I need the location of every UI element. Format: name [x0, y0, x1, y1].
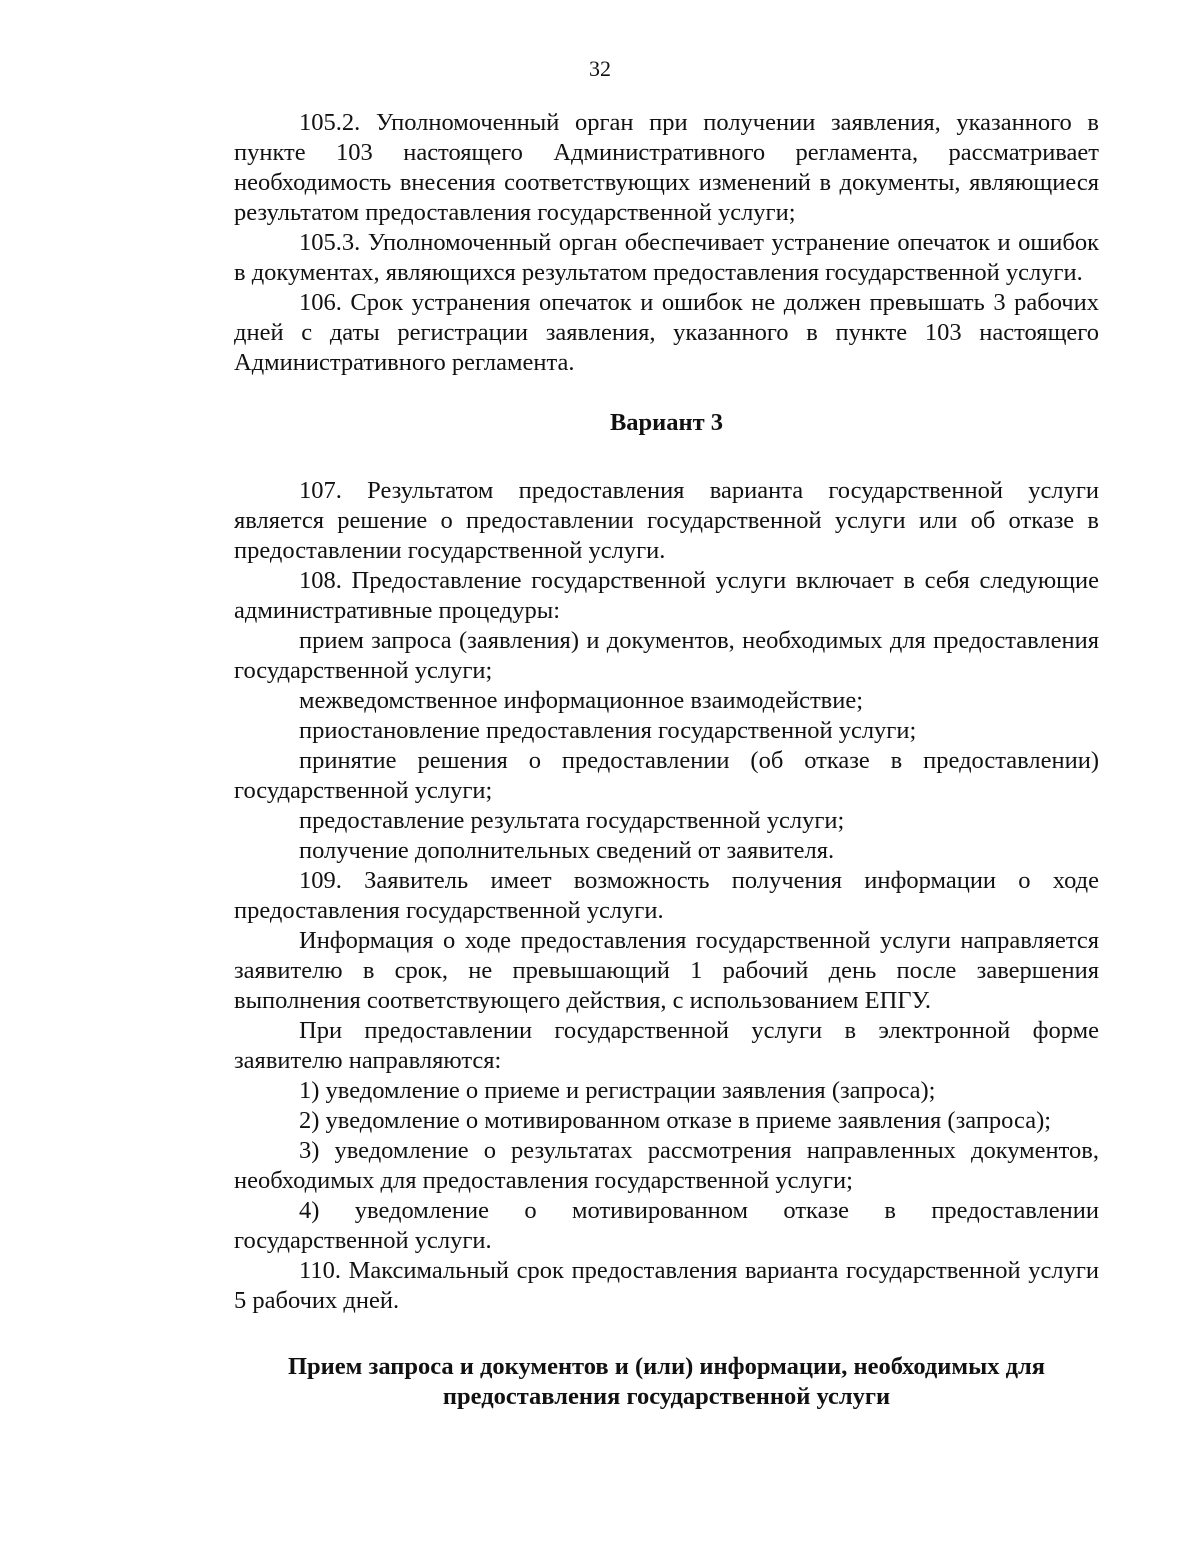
procedure-item: предоставление результата государственной услуги; — [299, 807, 845, 834]
procedure-item: принятие решения о предоставлении (об отказе в предоставлении) государственной услуги; — [234, 747, 1099, 804]
procedure-item: прием запроса (заявления) и документов, необходимых для предоставления государственной услуги; — [234, 627, 1099, 684]
notification-item: 2) уведомление о мотивированном отказе в приеме заявления (запроса); — [299, 1107, 1052, 1134]
procedure-item: межведомственное информационное взаимодействие; — [299, 687, 864, 714]
procedure-item: получение дополнительных сведений от заявителя. — [299, 837, 835, 864]
section-heading: Вариант 3 — [609, 409, 724, 436]
procedure-item: приостановление предоставления государственной услуги; — [299, 717, 917, 744]
paragraph-110: 110. Максимальный срок предоставления варианта государственной услуги 5 рабочих дней. — [234, 1257, 1099, 1314]
notification-item: 4) уведомление о мотивированном отказе в предоставлении государственной услуги. — [234, 1197, 1099, 1254]
paragraph-105-2: 105.2. Уполномоченный орган при получении заявления, указанного в пункте 103 настоящего Административного регламента, рассматривает необходимость внесения соответствующих изменений в документы, являющиеся результатом предоставления государственной услуги; — [234, 109, 1099, 226]
closing-heading: Прием запроса и документов и (или) информации, необходимых для предоставления государственной услуги — [288, 1353, 1045, 1410]
paragraph-105-3: 105.3. Уполномоченный орган обеспечивает устранение опечаток и ошибок в документах, являющихся результатом предоставления государственной услуги. — [234, 229, 1099, 286]
notification-item: 3) уведомление о результатах рассмотрения направленных документов, необходимых для предоставления государственной услуги; — [234, 1137, 1099, 1194]
page-number: 32 — [589, 56, 611, 81]
paragraph-107: 107. Результатом предоставления варианта государственной услуги является решение о предоставлении государственной услуги или об отказе в предоставлении государственной услуги. — [234, 477, 1099, 564]
document-body — [234, 108, 1099, 1412]
notification-item: 1) уведомление о приеме и регистрации заявления (запроса); — [299, 1077, 936, 1104]
paragraph-109: 109. Заявитель имеет возможность получения информации о ходе предоставления государственной услуги. — [234, 867, 1099, 924]
paragraph-106: 106. Срок устранения опечаток и ошибок не должен превышать 3 рабочих дней с даты регистрации заявления, указанного в пункте 103 настоящего Административного регламента. — [234, 289, 1099, 376]
paragraph-electronic: При предоставлении государственной услуги в электронной форме заявителю направляются: — [234, 1017, 1099, 1074]
paragraph-info: Информация о ходе предоставления государственной услуги направляется заявителю в срок, не превышающий 1 рабочий день после завершения выполнения соответствующего действия, с использованием ЕПГУ. — [234, 927, 1099, 1014]
paragraph-108: 108. Предоставление государственной услуги включает в себя следующие административные процедуры: — [234, 567, 1099, 624]
